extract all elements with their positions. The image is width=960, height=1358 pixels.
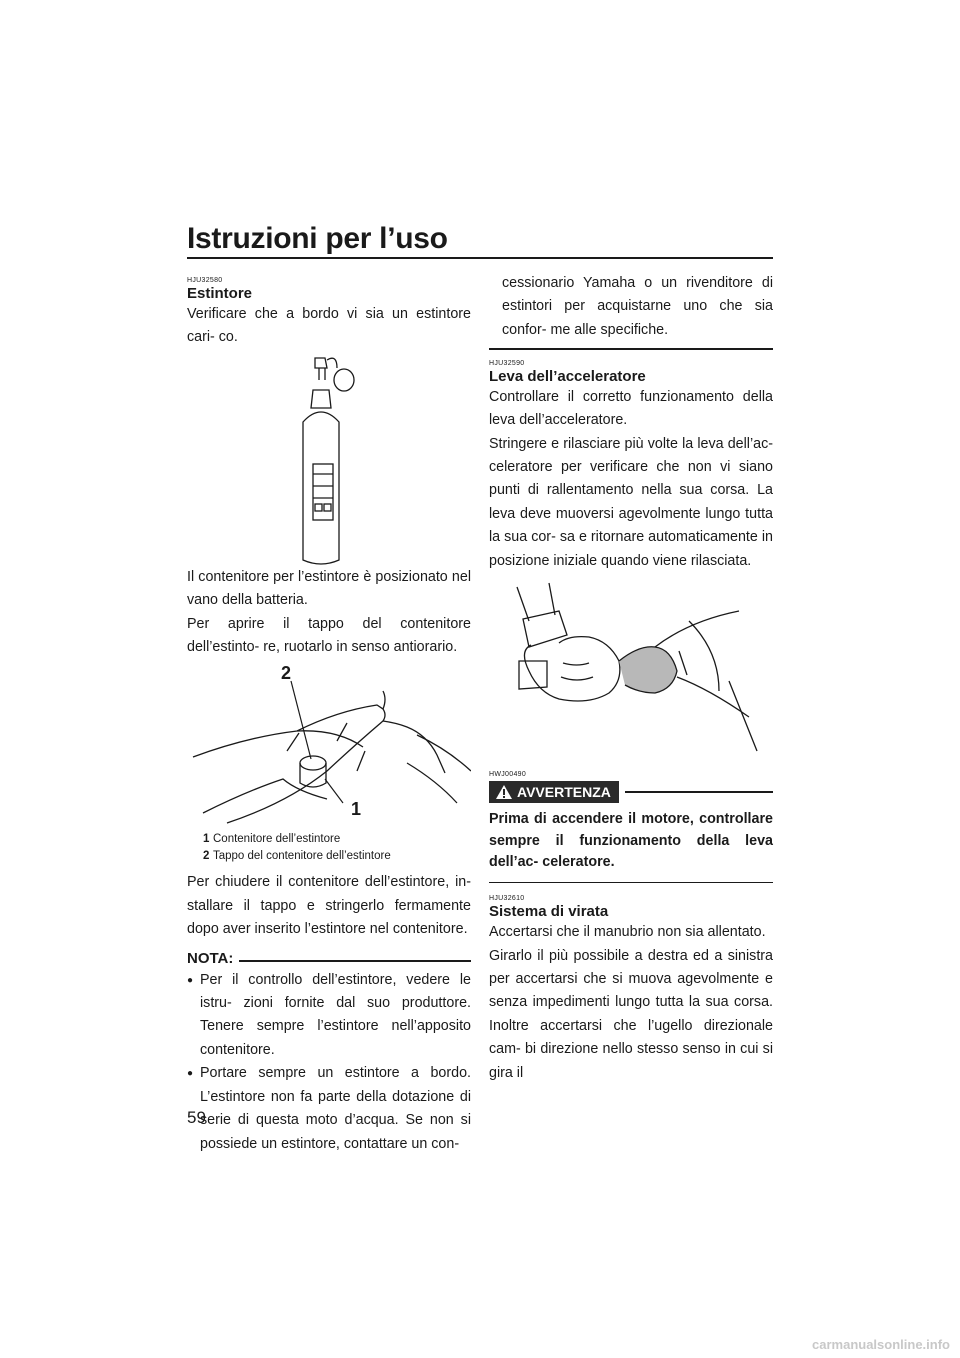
nota-label: NOTA: (187, 949, 234, 967)
paragraph: Il contenitore per l’estintore è posizionato nel vano della batteria. (187, 568, 471, 609)
paragraph: Per aprire il tappo del contenitore dell’estinto- re, ruotarlo in senso antiorario. (187, 615, 471, 656)
warning-triangle-icon (495, 784, 513, 800)
warning-label: AVVERTENZA (517, 783, 611, 800)
page-number: 59 (187, 1108, 206, 1127)
figure-label: 2 (281, 663, 292, 684)
section-code: HJU32610 (489, 895, 525, 903)
paragraph: Verificare che a bordo vi sia un estintore cari- co. (187, 306, 471, 346)
section-code: HJU32590 (489, 359, 525, 367)
caption-text: Tappo del contenitore dell’estintore (213, 850, 391, 863)
paragraph: Accertarsi che il manubrio non sia allentato. (489, 924, 766, 941)
list-item: ● Per il controllo dell’estintore, vedere le istru- zioni fornite dal suo produttore. Tenere sempre l’estintore nell’apposito contenitore. (187, 969, 471, 1063)
right-column (489, 272, 773, 1085)
section-heading-virata: Sistema di virata (489, 903, 609, 921)
battery-compartment-illustration (187, 663, 471, 831)
throttle-lever-illustration (489, 581, 773, 761)
caption-number: 2 (203, 850, 210, 863)
figure-caption (203, 831, 471, 865)
section-heading-estintore: Estintore (187, 285, 253, 302)
caption-number: 1 (203, 833, 210, 846)
extinguisher-illustration (187, 350, 471, 566)
warning-code: HWJ00490 (489, 770, 527, 778)
section-code: HJU32580 (187, 277, 223, 284)
warning-header (489, 781, 773, 803)
paragraph: Girarlo il più possibile a destra ed a sinistra per accertarsi che si muova agevolmente e senza impedimenti lungo tutta la sua corsa. Inoltre accertarsi che l’ugello direzionale cam- bi direzione nello stesso senso in cui si gira il (489, 947, 773, 1081)
warning-text: Prima di accendere il motore, controllare sempre il funzionamento della leva dell’ac- celeratore. (489, 810, 773, 871)
warning-end-rule (489, 882, 773, 884)
section-heading-leva: Leva dell’acceleratore (489, 367, 646, 385)
warning-rule (625, 791, 773, 793)
nota-continued: cessionario Yamaha o un rivenditore di estintori per acquistarne uno che sia confor- me alle specifiche. (502, 275, 773, 338)
nota-list (187, 969, 471, 1156)
caption-text: Contenitore dell’estintore (213, 833, 341, 846)
paragraph: Controllare il corretto funzionamento della leva dell’acceleratore. (489, 388, 773, 429)
left-column (187, 277, 471, 1156)
paragraph: Stringere e rilasciare più volte la leva dell’ac- celeratore per verificare che non vi siano punti di rallentamento nella sua corsa. La leva deve muoversi agevolmente lungo tutta la sua cor- sa e ritornare automaticamente in posizione iniziale quando viene rilasciata. (489, 435, 773, 569)
page-title: Istruzioni per l’uso (187, 222, 448, 255)
nota-end-rule (489, 348, 773, 350)
figure-label: 1 (351, 799, 362, 820)
list-item: ● Portare sempre un estintore a bordo. L’estintore non fa parte della dotazione di serie di questa moto d’acqua. Se non si possiede un estintore, contattare un con- (187, 1062, 471, 1156)
paragraph: Per chiudere il contenitore dell’estintore, in- stallare il tappo e stringerlo fermamente dopo aver inserito l’estintore nel contenitore. (187, 874, 471, 938)
warning-badge (489, 781, 619, 803)
nota-rule (239, 960, 471, 962)
watermark: carmanualsonline.info (812, 1337, 950, 1352)
title-rule (187, 257, 773, 259)
nota-header (187, 950, 471, 967)
